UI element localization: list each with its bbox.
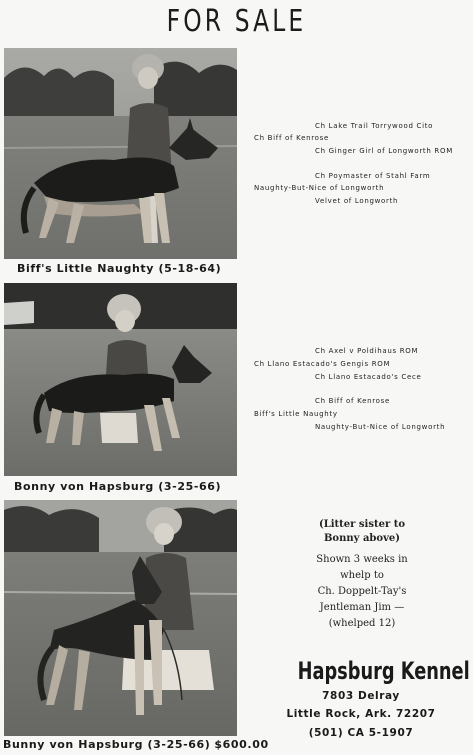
dog-photo-3 (4, 500, 237, 736)
dog-name-3: Bunny von Hapsburg (3-25-66) (3, 738, 211, 751)
note-line-4: whelp to (340, 570, 384, 581)
pedigree-2-line-1: Ch Axel v Poldihaus ROM (315, 347, 419, 355)
kennel-phone: (501) CA 5-1907 (308, 727, 414, 739)
dog-caption-3 (3, 738, 269, 751)
note-line-5: Ch. Doppelt-Tay's (317, 586, 407, 597)
dog-photo-2 (4, 283, 237, 476)
kennel-name: Hapsburg Kennel (297, 657, 470, 685)
pedigree-1-line-1: Ch Lake Trail Torrywood Cito (315, 122, 434, 130)
page-title: FOR SALE (166, 4, 307, 39)
note-line-3: Shown 3 weeks in (316, 554, 408, 565)
pedigree-2-line-5: Biff's Little Naughty (254, 410, 338, 418)
pedigree-2-line-2: Ch Llano Estacado's Gengis ROM (254, 360, 391, 368)
price: $600.00 (214, 738, 269, 751)
pedigree-1-line-6: Velvet of Longworth (315, 197, 399, 205)
note-line-1: (Litter sister to (319, 519, 405, 530)
note-line-2: Bonny above) (323, 533, 400, 544)
pedigree-1-line-3: Ch Ginger Girl of Longworth ROM (315, 147, 453, 155)
kennel-city: Little Rock, Ark. 72207 (286, 708, 436, 720)
kennel-street: 7803 Delray (322, 690, 400, 702)
pedigree-2-line-3: Ch Llano Estacado's Cece (315, 373, 422, 381)
pedigree-2-line-6: Naughty-But-Nice of Longworth (315, 423, 446, 431)
pedigree-2-line-4: Ch Biff of Kenrose (315, 397, 390, 405)
note-line-7: (whelped 12) (328, 618, 396, 629)
pedigree-1-line-2: Ch Biff of Kenrose (254, 134, 329, 142)
note-line-6: Jentleman Jim — (319, 602, 405, 613)
pedigree-1-line-4: Ch Poymaster of Stahl Farm (315, 172, 431, 180)
dog-caption-1: Biff's Little Naughty (5-18-64) (17, 262, 222, 275)
dog-caption-2: Bonny von Hapsburg (3-25-66) (14, 480, 222, 493)
pedigree-1-line-5: Naughty-But-Nice of Longworth (254, 184, 385, 192)
dog-photo-1 (4, 48, 237, 259)
